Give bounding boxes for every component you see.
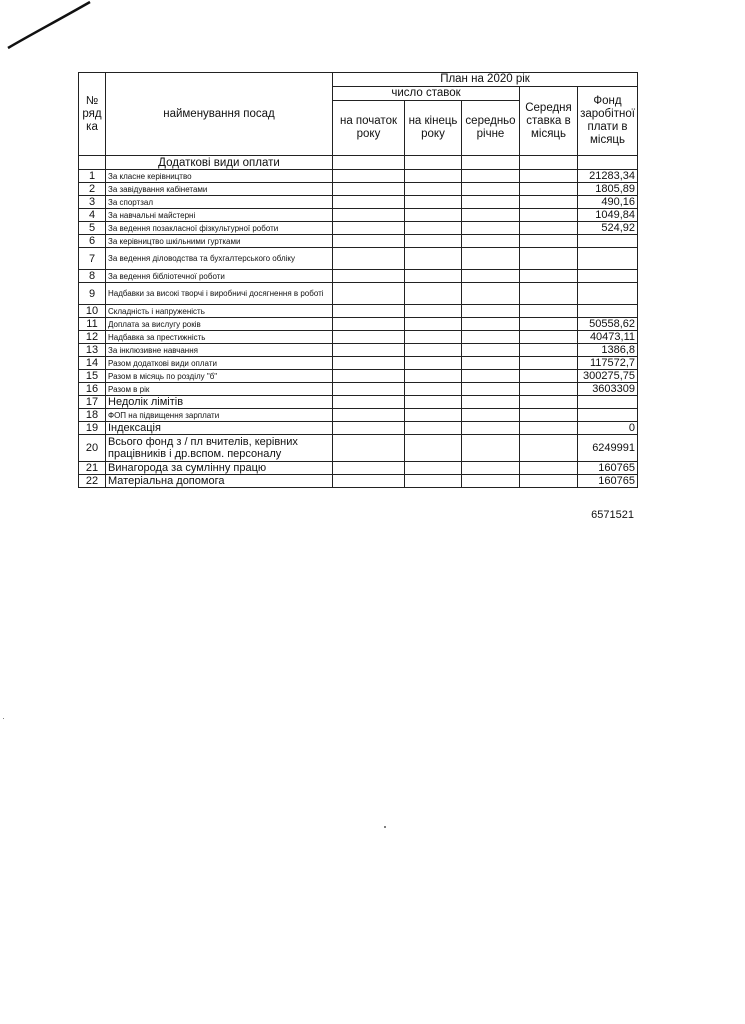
empty-cell — [520, 318, 578, 331]
empty-cell — [405, 209, 462, 222]
col-header-avg: середньо річне — [462, 101, 520, 156]
row-name: Разом в рік — [106, 383, 333, 396]
empty-cell — [333, 170, 405, 183]
table-row — [79, 248, 638, 270]
empty-cell — [520, 370, 578, 383]
row-fund: 160765 — [578, 475, 638, 488]
empty-cell — [520, 435, 578, 462]
empty-cell — [333, 270, 405, 283]
empty-cell — [405, 283, 462, 305]
table-row — [79, 462, 638, 475]
empty-cell — [520, 331, 578, 344]
empty-cell — [405, 222, 462, 235]
row-number: 4 — [79, 209, 106, 222]
table-row — [79, 435, 638, 462]
empty-cell — [462, 357, 520, 370]
payroll-plan-table — [78, 72, 638, 488]
empty-cell — [462, 462, 520, 475]
empty-cell — [405, 235, 462, 248]
row-name: Винагорода за сумлінну працю — [106, 462, 333, 475]
table-row — [79, 475, 638, 488]
empty-cell — [462, 209, 520, 222]
scan-mark — [0, 0, 120, 60]
empty-cell — [333, 370, 405, 383]
row-name: Матеріальна допомога — [106, 475, 333, 488]
empty-cell — [405, 462, 462, 475]
empty-cell — [333, 248, 405, 270]
row-name: За навчальні майстерні — [106, 209, 333, 222]
row-fund: 1805,89 — [578, 183, 638, 196]
empty-cell — [405, 170, 462, 183]
empty-cell — [405, 435, 462, 462]
row-number: 7 — [79, 248, 106, 270]
table-row — [79, 305, 638, 318]
row-name: За керівництво шкільними гуртками — [106, 235, 333, 248]
table-row — [79, 422, 638, 435]
empty-cell — [520, 344, 578, 357]
empty-cell — [333, 283, 405, 305]
empty-cell — [405, 370, 462, 383]
row-name: Доплата за вислугу років — [106, 318, 333, 331]
empty-cell — [462, 235, 520, 248]
section-empty-cell — [520, 156, 578, 170]
empty-cell — [333, 196, 405, 209]
row-fund: 21283,34 — [578, 170, 638, 183]
empty-cell — [333, 435, 405, 462]
section-empty-cell — [333, 156, 405, 170]
empty-cell — [462, 305, 520, 318]
row-number: 12 — [79, 331, 106, 344]
empty-cell — [520, 235, 578, 248]
row-number: 22 — [79, 475, 106, 488]
empty-cell — [520, 422, 578, 435]
empty-cell — [405, 357, 462, 370]
table-row — [79, 357, 638, 370]
row-fund: 40473,11 — [578, 331, 638, 344]
section-empty-cell — [462, 156, 520, 170]
row-name: За ведення позакласної фізкультурної роботи — [106, 222, 333, 235]
section-empty-cell — [578, 156, 638, 170]
col-header-number: № ряд ка — [79, 73, 106, 156]
row-number: 17 — [79, 396, 106, 409]
row-number: 1 — [79, 170, 106, 183]
row-fund: 490,16 — [578, 196, 638, 209]
row-number: 2 — [79, 183, 106, 196]
col-header-fund: Фонд заробітної плати в місяць — [578, 87, 638, 156]
row-name: Складність і напруженість — [106, 305, 333, 318]
empty-cell — [520, 196, 578, 209]
empty-cell — [333, 318, 405, 331]
row-name: За ведення бібліотечної роботи — [106, 270, 333, 283]
empty-cell — [462, 331, 520, 344]
table-row — [79, 383, 638, 396]
empty-cell — [333, 357, 405, 370]
row-number: 8 — [79, 270, 106, 283]
empty-cell — [520, 283, 578, 305]
row-fund — [578, 283, 638, 305]
empty-cell — [462, 344, 520, 357]
empty-cell — [333, 422, 405, 435]
empty-cell — [333, 209, 405, 222]
col-header-start: на початок року — [333, 101, 405, 156]
empty-cell — [405, 318, 462, 331]
row-number: 14 — [79, 357, 106, 370]
table-row — [79, 370, 638, 383]
empty-cell — [462, 222, 520, 235]
row-fund: 50558,62 — [578, 318, 638, 331]
row-fund: 0 — [578, 422, 638, 435]
grand-total: 6571521 — [591, 509, 634, 521]
table-row — [79, 318, 638, 331]
empty-cell — [520, 396, 578, 409]
empty-cell — [333, 462, 405, 475]
row-name: За класне керівництво — [106, 170, 333, 183]
row-number: 11 — [79, 318, 106, 331]
empty-cell — [462, 409, 520, 422]
row-number: 5 — [79, 222, 106, 235]
section-title: Додаткові види оплати — [106, 156, 333, 170]
table-row — [79, 396, 638, 409]
scan-speck — [384, 826, 386, 828]
row-number: 6 — [79, 235, 106, 248]
row-number: 21 — [79, 462, 106, 475]
empty-cell — [520, 462, 578, 475]
empty-cell — [333, 344, 405, 357]
row-fund: 117572,7 — [578, 357, 638, 370]
empty-cell — [462, 475, 520, 488]
table-row — [79, 283, 638, 305]
empty-cell — [462, 422, 520, 435]
empty-cell — [462, 248, 520, 270]
empty-cell — [462, 396, 520, 409]
row-fund — [578, 248, 638, 270]
row-number: 19 — [79, 422, 106, 435]
empty-cell — [520, 475, 578, 488]
empty-cell — [520, 183, 578, 196]
row-number: 20 — [79, 435, 106, 462]
empty-cell — [405, 475, 462, 488]
empty-cell — [462, 170, 520, 183]
table-row — [79, 170, 638, 183]
empty-cell — [520, 383, 578, 396]
plan-title: План на 2020 рік — [333, 73, 638, 87]
empty-cell — [520, 248, 578, 270]
row-fund: 524,92 — [578, 222, 638, 235]
section-empty-cell — [405, 156, 462, 170]
row-number: 3 — [79, 196, 106, 209]
col-header-rate: Середня ставка в місяць — [520, 87, 578, 156]
row-number: 9 — [79, 283, 106, 305]
row-fund: 3603309 — [578, 383, 638, 396]
empty-cell — [333, 222, 405, 235]
table-row — [79, 196, 638, 209]
empty-cell — [333, 305, 405, 318]
row-name: Всього фонд з / пл вчителів, керівних працівників і др.вспом. персоналу — [106, 435, 333, 462]
stavok-group-header: число ставок — [333, 87, 520, 101]
row-fund: 1386,8 — [578, 344, 638, 357]
table-row — [79, 409, 638, 422]
row-fund — [578, 235, 638, 248]
empty-cell — [405, 396, 462, 409]
empty-cell — [405, 344, 462, 357]
empty-cell — [462, 370, 520, 383]
empty-cell — [520, 409, 578, 422]
row-number: 15 — [79, 370, 106, 383]
empty-cell — [405, 422, 462, 435]
row-number: 16 — [79, 383, 106, 396]
row-fund: 160765 — [578, 462, 638, 475]
empty-cell — [333, 383, 405, 396]
row-name: Надбавки за високі творчі і виробничі досягнення в роботі — [106, 283, 333, 305]
row-number: 10 — [79, 305, 106, 318]
row-name: За спортзал — [106, 196, 333, 209]
table-row — [79, 209, 638, 222]
empty-cell — [520, 222, 578, 235]
row-name: Індексація — [106, 422, 333, 435]
row-fund — [578, 409, 638, 422]
empty-cell — [462, 435, 520, 462]
empty-cell — [462, 383, 520, 396]
row-name: ФОП на підвищення зарплати — [106, 409, 333, 422]
empty-cell — [405, 248, 462, 270]
row-fund — [578, 270, 638, 283]
row-name: За ведення діловодства та бухгалтерського обліку — [106, 248, 333, 270]
row-fund — [578, 305, 638, 318]
empty-cell — [462, 283, 520, 305]
row-name: Надбавка за престижність — [106, 331, 333, 344]
table-row — [79, 183, 638, 196]
row-fund — [578, 396, 638, 409]
row-fund: 1049,84 — [578, 209, 638, 222]
empty-cell — [405, 305, 462, 318]
empty-cell — [520, 305, 578, 318]
empty-cell — [405, 270, 462, 283]
table-row — [79, 331, 638, 344]
row-fund: 6249991 — [578, 435, 638, 462]
empty-cell — [405, 183, 462, 196]
row-name: За інклюзивне навчання — [106, 344, 333, 357]
row-name: За завідування кабінетами — [106, 183, 333, 196]
empty-cell — [520, 209, 578, 222]
scan-speck — [3, 718, 4, 719]
col-header-end: на кінець року — [405, 101, 462, 156]
table-row — [79, 270, 638, 283]
empty-cell — [333, 331, 405, 344]
empty-cell — [405, 409, 462, 422]
empty-cell — [333, 183, 405, 196]
empty-cell — [462, 318, 520, 331]
empty-cell — [333, 475, 405, 488]
empty-cell — [405, 196, 462, 209]
row-number: 13 — [79, 344, 106, 357]
row-name: Недолік лімітів — [106, 396, 333, 409]
table-row — [79, 235, 638, 248]
row-name: Разом в місяць по розділу "б" — [106, 370, 333, 383]
empty-cell — [520, 357, 578, 370]
empty-cell — [333, 235, 405, 248]
empty-cell — [405, 331, 462, 344]
empty-cell — [520, 270, 578, 283]
col-header-name: найменування посад — [106, 73, 333, 156]
table-row — [79, 344, 638, 357]
empty-cell — [462, 183, 520, 196]
section-empty-cell — [79, 156, 106, 170]
empty-cell — [405, 383, 462, 396]
row-fund: 300275,75 — [578, 370, 638, 383]
empty-cell — [333, 409, 405, 422]
empty-cell — [520, 170, 578, 183]
table-row — [79, 222, 638, 235]
row-name: Разом додаткові види оплати — [106, 357, 333, 370]
empty-cell — [462, 196, 520, 209]
empty-cell — [462, 270, 520, 283]
empty-cell — [333, 396, 405, 409]
row-number: 18 — [79, 409, 106, 422]
